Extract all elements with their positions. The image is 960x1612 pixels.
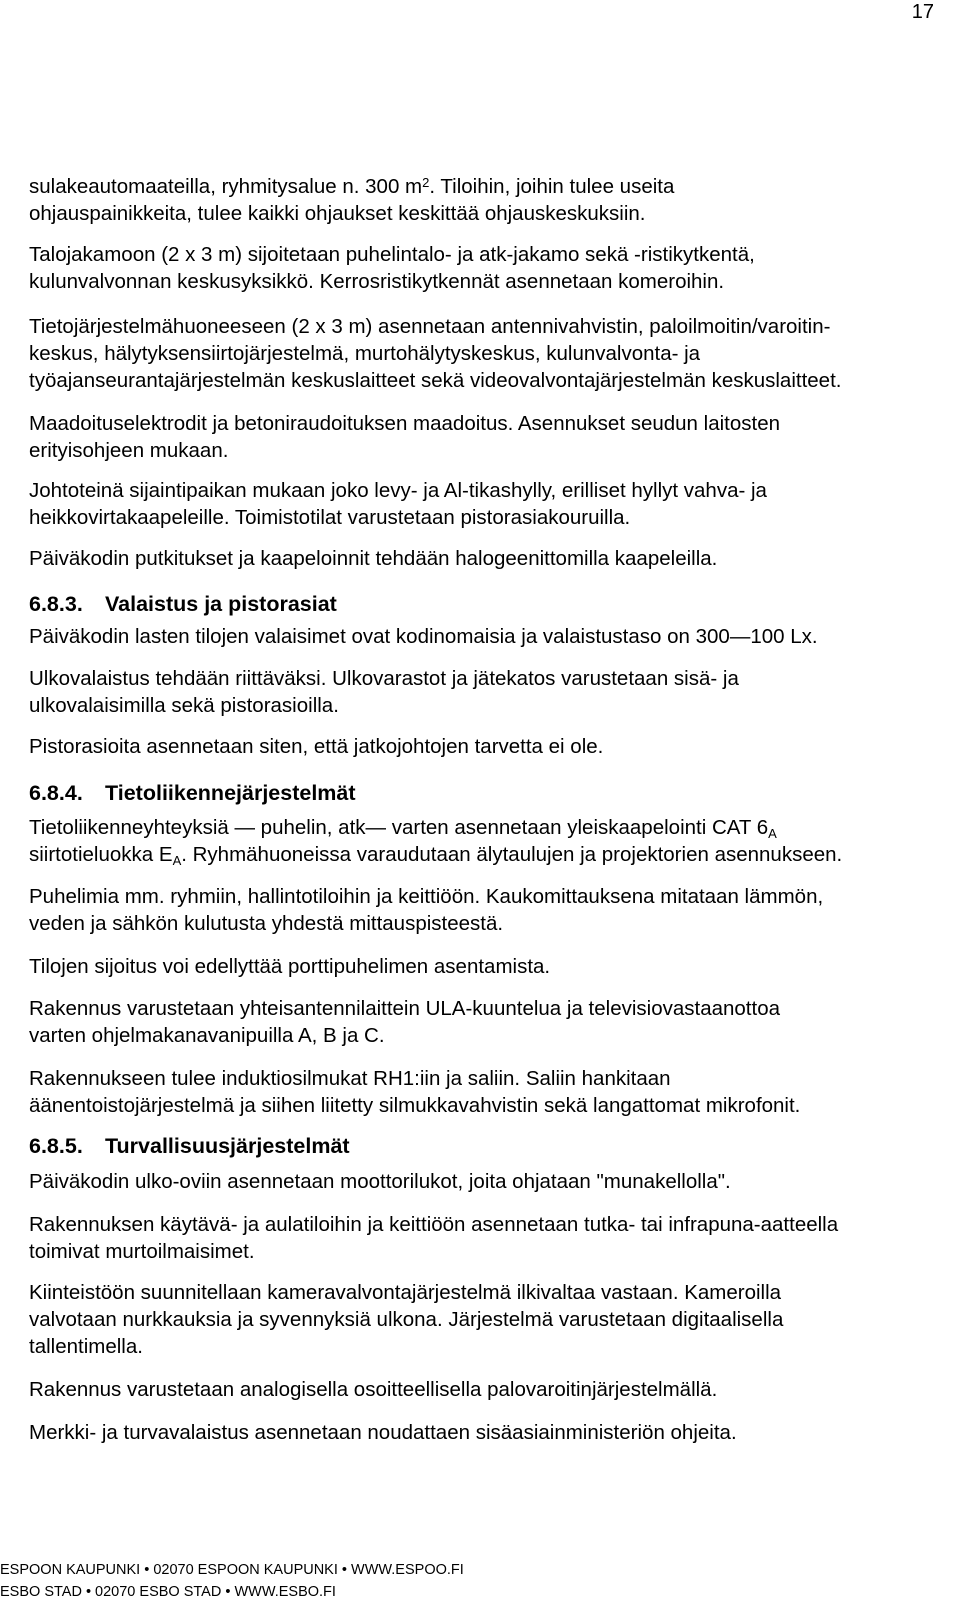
paragraph <box>29 995 949 1049</box>
text-line: Rakennus varustetaan yhteisantennilaittein ULA-kuuntelua ja televisiovastaanottoa <box>29 997 781 1020</box>
text-line: Rakennus varustetaan analogisella osoitteellisella palovaroitinjärjestelmällä. <box>29 1378 718 1401</box>
text-line <box>29 814 949 841</box>
paragraph <box>29 477 949 531</box>
text-line <box>29 173 949 200</box>
paragraph <box>29 410 949 464</box>
text-line: Päiväkodin ulko-oviin asennetaan moottorilukot, joita ohjataan "munakellolla". <box>29 1170 731 1193</box>
text-line: Maadoituselektrodit ja betoniraudoituksen maadoitus. Asennukset seudun laitosten <box>29 412 781 435</box>
text-line: Merkki- ja turvavalaistus asennetaan noudattaen sisäasiainministeriön ohjeita. <box>29 1421 737 1444</box>
text-line: varten ohjelmakanavanipuilla A, B ja C. <box>29 1024 385 1047</box>
superscript: 2 <box>422 175 430 190</box>
text-segment: . Tiloihin, joihin tulee useita <box>429 175 675 198</box>
text-line: Päiväkodin putkitukset ja kaapeloinnit tehdään halogeenittomilla kaapeleilla. <box>29 547 718 570</box>
text-line: heikkovirtakaapeleille. Toimistotilat varustetaan pistorasiakouruilla. <box>29 506 631 529</box>
text-line: Tilojen sijoitus voi edellyttää porttipuhelimen asentamista. <box>29 955 551 978</box>
text-segment: sulakeautomaateilla, ryhmitysalue n. 300 m <box>29 175 423 198</box>
paragraph <box>29 1065 949 1119</box>
section-title: Tietoliikennejärjestelmät <box>105 781 356 805</box>
text-line: Ulkovalaistus tehdään riittäväksi. Ulkovarastot ja jätekatos varustetaan sisä- ja <box>29 667 739 690</box>
subscript: A <box>172 853 182 868</box>
paragraph <box>29 814 949 868</box>
section-title: Turvallisuusjärjestelmät <box>105 1134 350 1158</box>
text-line: toimivat murtoilmaisimet. <box>29 1240 255 1263</box>
text-line: Päiväkodin lasten tilojen valaisimet ovat kodinomaisia ja valaistustaso on 300—100 Lx. <box>29 625 818 648</box>
section-number: 6.8.4. <box>29 781 83 805</box>
paragraph <box>29 1376 949 1403</box>
text-line: Johtoteinä sijaintipaikan mukaan joko levy- ja Al-tikashylly, erilliset hyllyt vahva- ja <box>29 479 767 502</box>
section-title: Valaistus ja pistorasiat <box>105 592 337 616</box>
text-line: Tietojärjestelmähuoneeseen (2 x 3 m) asennetaan antennivahvistin, paloilmoitin/varoitin- <box>29 315 831 338</box>
paragraph <box>29 883 949 937</box>
section-heading <box>29 780 356 807</box>
text-segment: . Ryhmähuoneissa varaudutaan älytaulujen ja projektorien asennukseen. <box>181 843 843 866</box>
section-number: 6.8.5. <box>29 1134 83 1158</box>
text-line: ulkovalaisimilla sekä pistorasioilla. <box>29 694 339 717</box>
text-line: erityisohjeen mukaan. <box>29 439 229 462</box>
text-line: Talojakamoon (2 x 3 m) sijoitetaan puhelintalo- ja atk-jakamo sekä -ristikytkentä, <box>29 243 755 266</box>
paragraph <box>29 1279 949 1360</box>
paragraph <box>29 733 949 760</box>
text-line: Puhelimia mm. ryhmiin, hallintotiloihin ja keittiöön. Kaukomittauksena mitataan lämmön, <box>29 885 824 908</box>
paragraph <box>29 313 949 394</box>
text-line: Rakennukseen tulee induktiosilmukat RH1:iin ja saliin. Saliin hankitaan <box>29 1067 671 1090</box>
paragraph <box>29 1168 949 1195</box>
paragraph <box>29 241 949 295</box>
paragraph <box>29 1419 949 1446</box>
paragraph <box>29 1211 949 1265</box>
text-line: Kiinteistöön suunnitellaan kameravalvontajärjestelmä ilkivaltaa vastaan. Kameroilla <box>29 1281 782 1304</box>
page-number: 17 <box>911 1 934 23</box>
text-line: Rakennuksen käytävä- ja aulatiloihin ja keittiöön asennetaan tutka- tai infrapuna-aatteella <box>29 1213 839 1236</box>
text-line: kulunvalvonnan keskusyksikkö. Kerrosristikytkennät asennetaan komeroihin. <box>29 270 725 293</box>
paragraph <box>29 173 949 227</box>
text-segment: siirtotieluokka E <box>29 843 173 866</box>
text-line: ohjauspainikkeita, tulee kaikki ohjaukset keskittää ohjauskeskuksiin. <box>29 202 646 225</box>
paragraph <box>29 623 949 650</box>
paragraph <box>29 545 949 572</box>
text-line: tallentimella. <box>29 1335 143 1358</box>
section-heading <box>29 591 337 618</box>
text-segment: Tietoliikenneyhteyksiä — puhelin, atk— varten asennetaan yleiskaapelointi CAT 6 <box>29 816 769 839</box>
text-line: valvotaan nurkkauksia ja syvennyksiä ulkona. Järjestelmä varustetaan digitaalisella <box>29 1308 784 1331</box>
paragraph <box>29 665 949 719</box>
footer-line: ESPOON KAUPUNKI • 02070 ESPOON KAUPUNKI • WWW.ESPOO.FI <box>0 1562 464 1578</box>
text-line: työajanseurantajärjestelmän keskuslaitteet sekä videovalvontajärjestelmän keskuslaitteet. <box>29 369 842 392</box>
section-heading <box>29 1133 350 1160</box>
text-line: äänentoistojärjestelmä ja siihen liitetty silmukkavahvistin sekä langattomat mikrofonit. <box>29 1094 801 1117</box>
paragraph <box>29 953 949 980</box>
text-line: Pistorasioita asennetaan siten, että jatkojohtojen tarvetta ei ole. <box>29 735 604 758</box>
text-line: keskus, hälytyksensiirtojärjestelmä, murtohälytyskeskus, kulunvalvonta- ja <box>29 342 701 365</box>
section-number: 6.8.3. <box>29 592 83 616</box>
footer-line: ESBO STAD • 02070 ESBO STAD • WWW.ESBO.FI <box>0 1584 336 1600</box>
text-line <box>29 841 949 868</box>
text-line: veden ja sähkön kulutusta yhdestä mittauspisteestä. <box>29 912 504 935</box>
subscript: A <box>768 826 777 841</box>
